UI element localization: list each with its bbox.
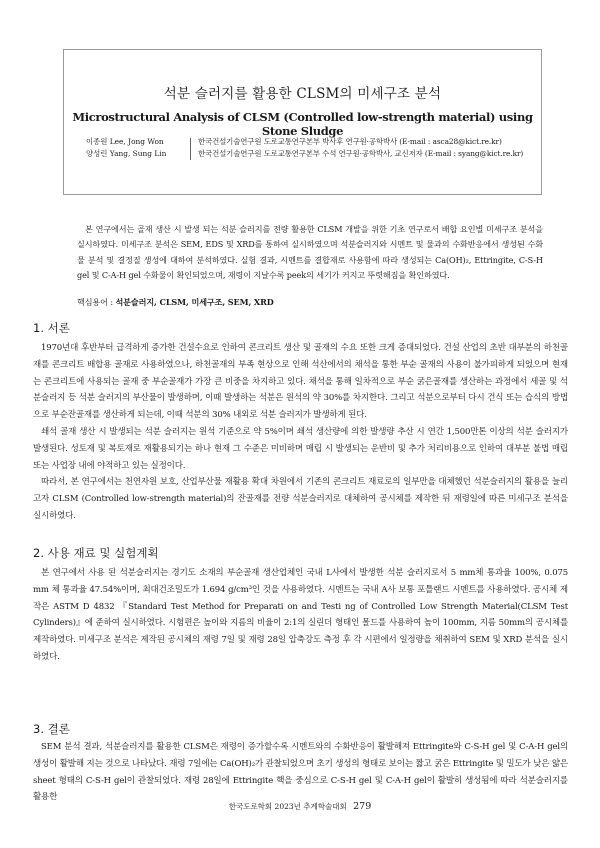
paragraph: 1970년대 후반부터 급격하게 증가한 건설수요로 인하여 콘크리트 생산 및 골재의 수요 또한 크게 증대되었다. 건설 산업의 초반 대부분의 하천골재를 콘크리트 배합용 골재로 사용하였으나, 하천골재의 부족 현상으로 인해 석산에서의 채석을 통한 부순 골재의 사용이 불가피하게 되었으며 현재는 콘크리트에 사용되는 골재 중 부순골재가 가장 큰 비중을 차지하고 있다. 채석을 통해 일차적으로 부순 굵은골재를 생산하는 과정에서 세골 및 석분슬러지 등 석분 슬러지의 부산물이 발생하며, 이때 발생하는 석분은 원석의 약 30%를 차지한다. 그리고 석분으로부터 다시 건식 또는 습식의 방법으로 부순잔골재를 생산하게 되는데, 이때 석분의 30% 내외로 석분 슬러지가 발생하게 된다. [33,343,568,421]
section-body-materials [33,565,568,666]
abstract [77,222,543,284]
author-row [86,136,526,148]
keywords-label: 핵심용어 : [77,297,113,307]
author-affiliation: 한국건설기술연구원 도로교통연구본부 박사후 연구원·공학박사 (E-mail : asca28@kict.re.kr) [198,137,502,146]
abstract-text: 본 연구에서는 골재 생산 시 발생 되는 석분 슬러지를 전량 활용한 CLSM 개발을 위한 기초 연구로서 배합 요인별 미세구조 분석을 실시하였다. 미세구조 분석은 SEM, EDS 및 XRD를 통하여 실시하였으며 석분슬러지와 시멘트 및 물과의 수화반응에서 생성된 수화물 분석 및 결정질 생성에 대하여 분석하였다. 실험 결과, 시멘트를 결합재로 사용함에 따라 생성되는 Ca(OH)₂, Ettringite, C-S-H gel 및 C-A-H gel 수화물이 확인되었으며, 재령이 지날수록 peek의 세기가 커지고 뚜렷해짐을 확인하였다. [77,224,543,281]
footer-conference: 한국도로학회 2023년 추계학술대회 [228,802,347,811]
author-row [86,148,526,160]
section-body-conclusion [33,739,568,806]
title-english: Microstructural Analysis of CLSM (Controlled low-strength material) using Stone Sludge [72,110,533,138]
title-korean: 석분 슬러지를 활용한 CLSM의 미세구조 분석 [163,86,442,102]
page-number: 279 [353,801,372,812]
section-heading-introduction: 1. 서론 [33,321,70,335]
page-footer [0,801,600,812]
author-affiliation: 한국건설기술연구원 도로교통연구본부 수석 연구원·공학박사, 교신저자 (E-mail : syang@kict.re.kr) [198,149,524,158]
paragraph: SEM 분석 결과, 석분슬러지를 활용한 CLSM은 재령이 증가할수록 시멘트와의 수화반응이 활발해져 Ettringite와 C-S-H gel 및 C-A-H gel의 생성이 활발해 지는 것으로 나타났다. 재령 7일에는 Ca(OH)₂가 관찰되었으며 초기 생성의 형태로 보이는 짧고 굵은 Ettringite 및 밀도가 낮은 얇은 sheet 형태의 C-S-H gel이 관찰되었다. 재령 28일에 Ettringite 핵을 중심으로 C-S-H gel 및 C-A-H gel이 활발히 생성됨에 따라 석분슬러지를 활용한 [33,742,568,803]
author-name: 이종원 Lee, Jong Won [86,137,164,146]
title-box [63,49,542,195]
section-heading-materials: 2. 사용 재료 및 실험계획 [33,546,159,560]
keywords-items: 석분슬러지, CLSM, 미세구조, SEM, XRD [115,297,274,307]
paragraph: 본 연구에서 사용 된 석분슬러지는 경기도 소재의 부순골재 생산업체인 국내 L사에서 발생한 석분 슬러지로서 5 mm체 통과율 100%, 0.075 mm 체 통과율 47.54%이며, 최대건조밀도가 1.694 g/cm³인 것을 사용하였다. 시멘트는 국내 A사 보통 포틀랜드 시멘트를 사용하였다. 공시체 제작은 ASTM D 4832 『Standard Test Method for Preparati on and Testi ng of Controlled Low Strength Material(CLSM Test Cylinders)』에 준하여 실시하였다. 시험편은 높이와 지름의 비율이 2:1의 실린더 형태인 몰드를 사용하여 높이 100mm, 지름 50mm의 공시체를 제작하였다. 미세구조 분석은 제작된 공시체의 재령 7일 및 재령 28일 압축강도 측정 후 각 시편에서 일정량을 채취하여 SEM 및 XRD 분석을 실시하였다. [33,568,568,662]
section-heading-conclusion: 3. 결론 [33,722,70,736]
author-list [86,136,526,160]
paragraph: 따라서, 본 연구에서는 천연자원 보호, 산업부산물 재활용 확대 차원에서 기존의 콘크리트 재료로의 일부만을 대체했던 석분슬러지의 활용을 늘리고자 CLSM (Controlled low-strength material)의 잔골재를 전량 석분슬러지로 대체하여 공시체를 제작한 뒤 재령일에 따른 미세구조 분석을 실시하였다. [33,477,568,521]
section-body-introduction [33,340,568,525]
paragraph: 쇄석 골재 생산 시 발생되는 석분 슬러지는 원석 기준으로 약 5%이며 쇄석 생산량에 의한 발생량 추산 시 연간 1,500만톤 이상의 석분 슬러지가 발생된다. 성토재 및 복토재로 재활용되기는 하나 현재 그 수준은 미비하며 매립 시 발생되는 운반비 및 추가 처리비용으로 인하여 대부분 불법 매립 또는 사업장 내에 야적하고 있는 실정이다. [33,426,568,471]
author-name: 양성린 Yang, Sung Lin [86,149,167,158]
keywords [77,297,274,308]
